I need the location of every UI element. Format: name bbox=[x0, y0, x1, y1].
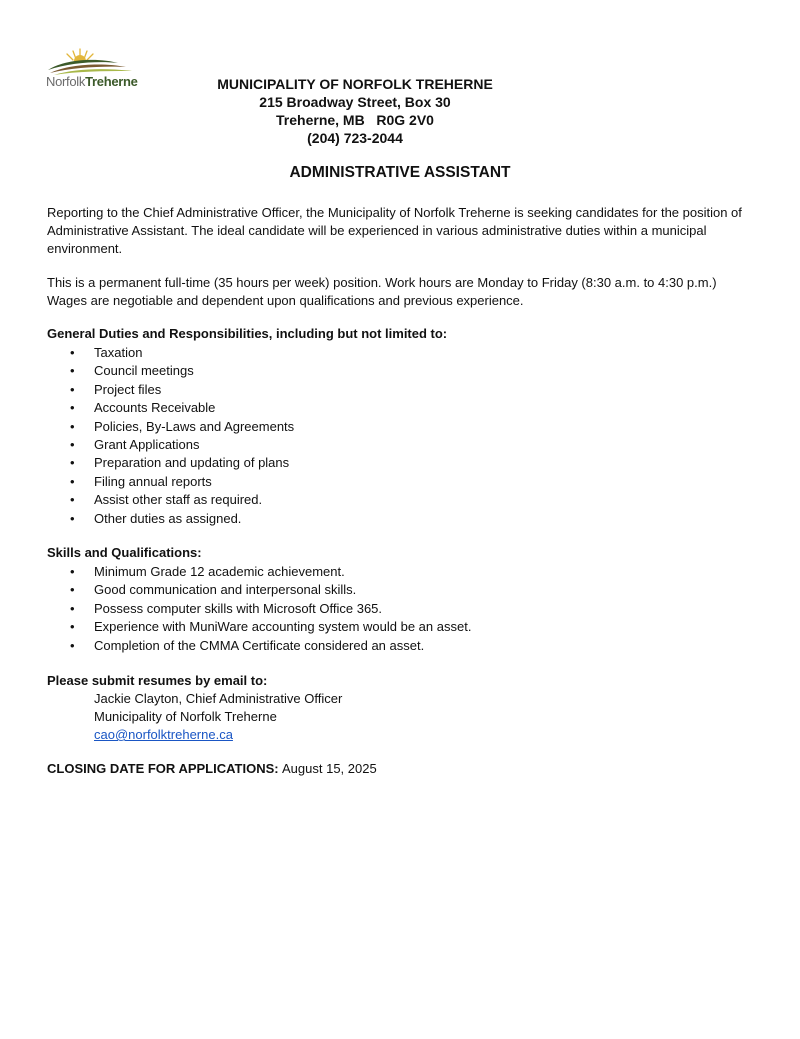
skills-list bbox=[70, 563, 471, 655]
closing-date-row bbox=[47, 761, 377, 776]
list-item: • Good communication and interpersonal skills. bbox=[70, 581, 471, 599]
intro-paragraph: Reporting to the Chief Administrative Officer, the Municipality of Norfolk Treherne is seeking candidates for the position of Administrative Assistant. The ideal candidate will be experienced in various administrative duties within a municipal environment. bbox=[47, 205, 742, 256]
hours-paragraph bbox=[47, 274, 757, 310]
list-item: • Assist other staff as required. bbox=[70, 491, 294, 509]
letterhead bbox=[200, 75, 510, 147]
list-item: • Taxation bbox=[70, 344, 294, 362]
sunrise-fields-icon bbox=[46, 46, 146, 76]
contact-organization: Municipality of Norfolk Treherne bbox=[94, 709, 277, 724]
list-item: • Possess computer skills with Microsoft Office 365. bbox=[70, 600, 471, 618]
contact-block bbox=[94, 690, 342, 744]
list-item: • Completion of the CMMA Certificate considered an asset. bbox=[70, 637, 471, 655]
list-item: • Filing annual reports bbox=[70, 473, 294, 491]
list-item: • Other duties as assigned. bbox=[70, 510, 294, 528]
hours-line: This is a permanent full-time (35 hours per week) position. Work hours are Monday to Friday (8:30 a.m. to 4:30 p.m.) bbox=[47, 275, 717, 290]
list-item: • Accounts Receivable bbox=[70, 399, 294, 417]
list-item: • Project files bbox=[70, 381, 294, 399]
page-title: ADMINISTRATIVE ASSISTANT bbox=[289, 164, 511, 181]
list-item: • Grant Applications bbox=[70, 436, 294, 454]
list-item: • Minimum Grade 12 academic achievement. bbox=[70, 563, 471, 581]
skills-heading: Skills and Qualifications: bbox=[47, 545, 202, 560]
closing-date-value: August 15, 2025 bbox=[282, 761, 377, 776]
municipality-name: MUNICIPALITY OF NORFOLK TREHERNE bbox=[217, 76, 493, 92]
wages-line: Wages are negotiable and dependent upon qualifications and previous experience. bbox=[47, 293, 524, 308]
closing-date-label: CLOSING DATE FOR APPLICATIONS: bbox=[47, 761, 279, 776]
list-item: • Council meetings bbox=[70, 362, 294, 380]
email-link[interactable]: cao@norfolktreherne.ca bbox=[94, 727, 233, 742]
duties-list bbox=[70, 344, 294, 528]
duties-heading: General Duties and Responsibilities, including but not limited to: bbox=[47, 326, 448, 341]
phone-number: (204) 723-2044 bbox=[307, 130, 403, 146]
list-item: • Preparation and updating of plans bbox=[70, 454, 294, 472]
contact-name: Jackie Clayton, Chief Administrative Officer bbox=[94, 691, 343, 706]
logo-wordmark-norfolk: Norfolk bbox=[46, 74, 86, 89]
logo-wordmark bbox=[46, 74, 138, 89]
list-item: • Experience with MuniWare accounting system would be an asset. bbox=[70, 618, 471, 636]
submit-heading: Please submit resumes by email to: bbox=[47, 673, 268, 688]
list-item: • Policies, By-Laws and Agreements bbox=[70, 418, 294, 436]
norfolk-treherne-logo bbox=[44, 46, 150, 94]
city-postal: Treherne, MB R0G 2V0 bbox=[276, 112, 434, 128]
logo-wordmark-treherne: Treherne bbox=[85, 74, 138, 89]
street-address: 215 Broadway Street, Box 30 bbox=[259, 94, 451, 110]
